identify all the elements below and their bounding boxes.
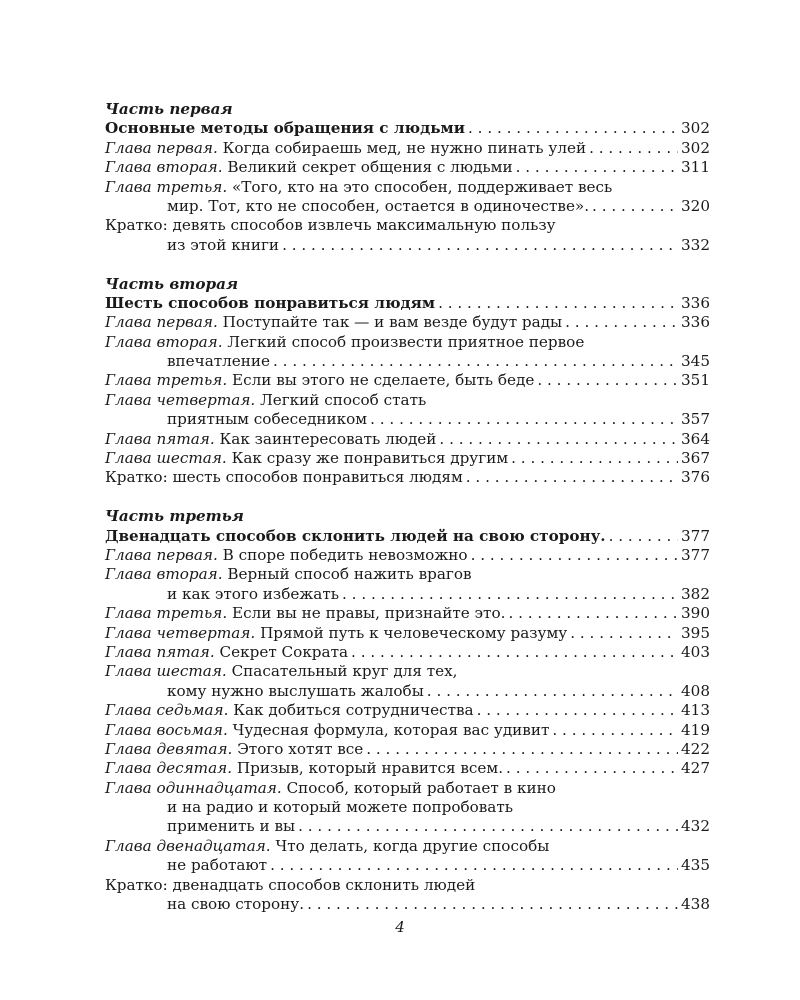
toc-part-heading-line	[105, 527, 710, 546]
entry-text	[167, 410, 367, 429]
entry-page-number: 390	[681, 604, 710, 623]
entry-text	[105, 139, 586, 158]
chapter-label: Глава третья.	[105, 604, 228, 623]
entry-text	[105, 643, 348, 662]
chapter-label: Глава пятая.	[105, 429, 215, 448]
entry-text	[105, 624, 567, 643]
entry-text	[105, 876, 475, 895]
entry-title: впечатление	[167, 352, 271, 371]
toc-section	[105, 100, 710, 255]
toc-entry-line	[105, 721, 710, 740]
dot-leader	[427, 682, 678, 701]
entry-title: и как этого избежать	[167, 584, 340, 603]
chapter-label: Глава вторая.	[105, 332, 223, 351]
entry-title: Чудесная формула, которая вас удивит	[232, 720, 550, 739]
entry-title: Двенадцать способов склонить людей на свою сторону.	[105, 526, 606, 545]
entry-title: Если вы этого не сделаете, быть беде	[232, 371, 535, 390]
dot-leader	[471, 546, 678, 565]
entry-title: Прямой путь к человеческому разуму	[260, 623, 568, 642]
entry-text	[167, 585, 339, 604]
chapter-label: Глава двенадцатая.	[105, 836, 271, 855]
toc-entry-line	[105, 662, 710, 681]
chapter-label: Глава вторая.	[105, 158, 223, 177]
toc-section	[105, 507, 710, 914]
entry-title: Верный способ нажить врагов	[227, 565, 472, 584]
toc-entry-line	[105, 216, 710, 235]
dot-leader	[282, 236, 678, 255]
dot-leader	[351, 643, 678, 662]
toc-entry-line	[105, 604, 710, 623]
entry-title: Кратко: двенадцать способов склонить людей	[105, 875, 476, 894]
entry-title: Что делать, когда другие способы	[275, 836, 550, 855]
entry-page-number: 427	[681, 759, 710, 778]
entry-page-number: 408	[681, 681, 710, 700]
dot-leader	[516, 158, 678, 177]
entry-title: на свою сторону.	[167, 895, 305, 914]
entry-title: «Того, кто на это способен, поддерживает весь	[232, 177, 613, 196]
entry-page-number: 367	[681, 449, 710, 468]
entry-title: Этого хотят все	[237, 739, 364, 758]
part-title: Часть первая	[105, 100, 233, 118]
entry-page-number: 422	[681, 739, 710, 758]
entry-title: из этой книги	[167, 235, 280, 254]
entry-text	[105, 604, 505, 623]
chapter-label: Глава пятая.	[105, 642, 215, 661]
toc-entry-line	[105, 410, 710, 429]
dot-leader	[342, 585, 678, 604]
dot-leader	[570, 624, 678, 643]
entry-page-number: 357	[681, 410, 710, 429]
entry-text	[167, 798, 513, 817]
chapter-label: Глава третья.	[105, 177, 228, 196]
entry-page-number: 419	[681, 720, 710, 739]
toc-entry-line	[105, 876, 710, 895]
dot-leader	[589, 139, 678, 158]
entry-text	[167, 352, 270, 371]
entry-text	[105, 740, 363, 759]
entry-page-number: 438	[681, 895, 710, 914]
entry-title: Легкий способ произвести приятное первое	[227, 332, 585, 351]
entry-page-number: 311	[681, 158, 710, 177]
toc-entry-line	[105, 798, 710, 817]
entry-title: Способ, который работает в кино	[286, 778, 556, 797]
entry-title: и на радио и который можете попробовать	[167, 798, 514, 817]
dot-leader	[537, 371, 678, 390]
entry-text	[105, 837, 549, 856]
dot-leader	[506, 759, 678, 778]
entry-page-number: 351	[681, 371, 710, 390]
table-of-contents	[105, 100, 710, 934]
chapter-label: Глава четвертая.	[105, 390, 256, 409]
entry-title: мир. Тот, кто не способен, остается в одиночестве».	[167, 196, 590, 215]
entry-text	[105, 701, 474, 720]
entry-title: Как заинтересовать людей	[219, 429, 437, 448]
toc-entry-line	[105, 682, 710, 701]
entry-text	[105, 468, 463, 487]
entry-title: Поступайте так — и вам везде будут рады	[222, 313, 563, 332]
toc-entry-line	[105, 236, 710, 255]
entry-title: Спасательный круг для тех,	[231, 662, 458, 681]
toc-entry-line	[105, 158, 710, 177]
entry-title: кому нужно выслушать жалобы	[167, 681, 424, 700]
dot-leader	[366, 740, 678, 759]
chapter-label: Глава десятая.	[105, 759, 233, 778]
entry-text	[105, 178, 612, 197]
entry-page-number: 320	[681, 196, 710, 215]
entry-text	[105, 158, 513, 177]
chapter-label: Глава вторая.	[105, 565, 223, 584]
entry-text	[105, 779, 556, 798]
toc-entry-line	[105, 740, 710, 759]
entry-page-number: 345	[681, 352, 710, 371]
entry-text	[105, 527, 606, 546]
chapter-label: Глава третья.	[105, 371, 228, 390]
entry-text	[105, 449, 508, 468]
dot-leader	[439, 430, 678, 449]
entry-text	[105, 391, 426, 410]
entry-text	[105, 662, 458, 681]
dot-leader	[438, 294, 678, 313]
entry-title: Как добиться сотрудничества	[233, 701, 474, 720]
entry-title: Призыв, который нравится всем.	[236, 759, 504, 778]
entry-title: В споре победить невозможно	[222, 545, 468, 564]
entry-text	[105, 759, 503, 778]
entry-text	[167, 236, 279, 255]
toc-entry-line	[105, 856, 710, 875]
toc-entry-line	[105, 837, 710, 856]
entry-page-number: 377	[681, 545, 710, 564]
entry-text	[105, 216, 556, 235]
dot-leader	[273, 352, 678, 371]
dot-leader	[508, 604, 678, 623]
chapter-label: Глава девятая.	[105, 739, 233, 758]
entry-text	[105, 721, 549, 740]
dot-leader	[370, 410, 678, 429]
toc-entry-line	[105, 139, 710, 158]
toc-entry-line	[105, 333, 710, 352]
chapter-label: Глава четвертая.	[105, 623, 256, 642]
toc-entry-line	[105, 643, 710, 662]
entry-text	[105, 313, 562, 332]
entry-title: Легкий способ стать	[260, 390, 427, 409]
entry-text	[167, 856, 267, 875]
entry-title: Если вы не правы, признайте это.	[232, 604, 506, 623]
dot-leader	[592, 197, 678, 216]
entry-text	[105, 430, 436, 449]
toc-entry-line	[105, 701, 710, 720]
entry-title: Когда собираешь мед, не нужно пинать улей	[222, 138, 587, 157]
toc-entry-line	[105, 449, 710, 468]
dot-leader	[477, 701, 678, 720]
entry-title: Шесть способов понравиться людям	[105, 293, 436, 312]
dot-leader	[270, 856, 678, 875]
toc-entry-line	[105, 624, 710, 643]
dot-leader	[552, 721, 678, 740]
entry-text	[167, 197, 589, 216]
dot-leader	[565, 313, 678, 332]
part-title: Часть третья	[105, 507, 244, 526]
page-number: 4	[395, 918, 405, 936]
dot-leader	[466, 468, 678, 487]
entry-page-number: 364	[681, 429, 710, 448]
entry-title: приятным собеседником	[167, 410, 368, 429]
entry-title: Секрет Сократа	[219, 642, 349, 661]
toc-entry-line	[105, 565, 710, 584]
entry-title: Как сразу же понравиться другим	[231, 449, 509, 468]
entry-page-number: 377	[681, 526, 710, 545]
entry-text	[105, 294, 435, 313]
entry-text	[105, 565, 472, 584]
entry-page-number: 432	[681, 817, 710, 836]
entry-title: Кратко: девять способов извлечь максимальную пользу	[105, 216, 556, 235]
toc-entry-line	[105, 371, 710, 390]
toc-entry-line	[105, 817, 710, 836]
chapter-label: Глава первая.	[105, 545, 218, 564]
entry-page-number: 302	[681, 138, 710, 157]
entry-text	[105, 119, 465, 138]
entry-text	[167, 817, 295, 836]
toc-entry-line	[105, 779, 710, 798]
entry-title: Основные методы обращения с людьми	[105, 119, 466, 138]
dot-leader	[468, 119, 678, 138]
entry-page-number: 382	[681, 584, 710, 603]
dot-leader	[298, 817, 678, 836]
part-title: Часть вторая	[105, 274, 239, 293]
entry-title: Великий секрет общения с людьми	[227, 158, 513, 177]
entry-title: не работают	[167, 856, 268, 875]
toc-entry-line	[105, 391, 710, 410]
entry-text	[105, 371, 534, 390]
entry-text	[105, 333, 584, 352]
toc-section	[105, 275, 710, 488]
entry-page-number: 302	[681, 119, 710, 138]
entry-text	[105, 546, 468, 565]
entry-text	[167, 682, 424, 701]
toc-entry-line	[105, 468, 710, 487]
entry-page-number: 413	[681, 701, 710, 720]
entry-title: Кратко: шесть способов понравиться людям	[105, 468, 463, 487]
toc-entry-line	[105, 352, 710, 371]
toc-entry-line	[105, 178, 710, 197]
entry-page-number: 336	[681, 313, 710, 332]
toc-part-heading-line	[105, 294, 710, 313]
chapter-label: Глава восьмая.	[105, 720, 228, 739]
entry-page-number: 332	[681, 235, 710, 254]
dot-leader	[609, 527, 678, 546]
toc-entry-line	[105, 585, 710, 604]
chapter-label: Глава первая.	[105, 138, 218, 157]
toc-entry-line	[105, 313, 710, 332]
chapter-label: Глава одиннадцатая.	[105, 778, 282, 797]
entry-title: применить и вы	[167, 817, 296, 836]
toc-entry-line	[105, 895, 710, 914]
toc-entry-line	[105, 759, 710, 778]
chapter-label: Глава седьмая.	[105, 701, 229, 720]
entry-page-number: 435	[681, 856, 710, 875]
toc-entry-line	[105, 197, 710, 216]
toc-entry-line	[105, 430, 710, 449]
entry-page-number: 336	[681, 293, 710, 312]
dot-leader	[511, 449, 678, 468]
chapter-label: Глава шестая.	[105, 662, 227, 681]
entry-page-number: 395	[681, 623, 710, 642]
dot-leader	[307, 895, 678, 914]
chapter-label: Глава первая.	[105, 313, 218, 332]
chapter-label: Глава шестая.	[105, 449, 227, 468]
entry-text	[167, 895, 304, 914]
entry-page-number: 403	[681, 642, 710, 661]
toc-entry-line	[105, 546, 710, 565]
entry-page-number: 376	[681, 468, 710, 487]
toc-part-heading-line	[105, 119, 710, 138]
